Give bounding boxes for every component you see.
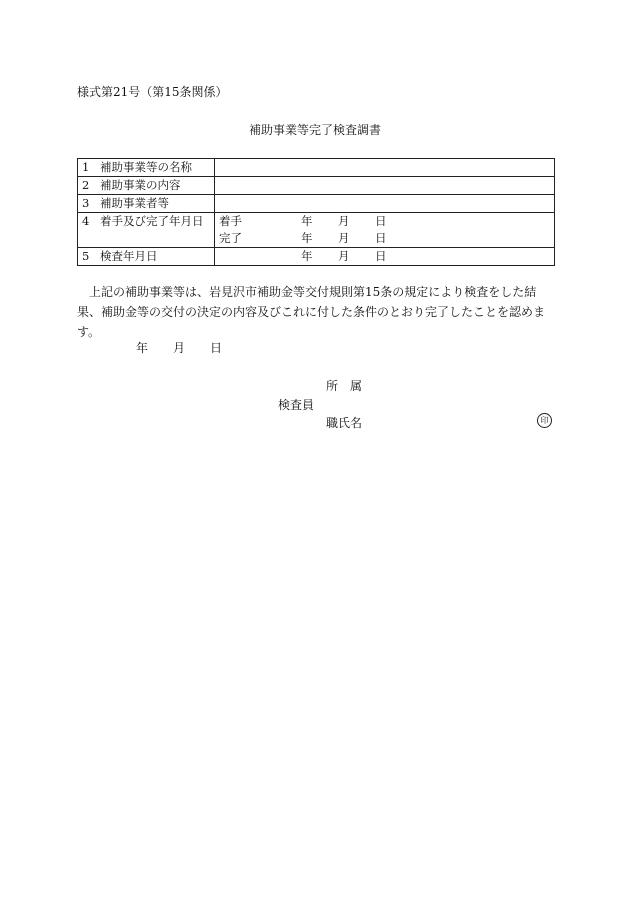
complete-label: 完了 [219, 231, 242, 245]
affiliation-label: 所 属 [326, 379, 363, 393]
row-number: 2 [82, 178, 90, 192]
year-label: 年 [301, 231, 313, 245]
row-label-text: 着手及び完了年月日 [100, 214, 204, 228]
row-value [215, 195, 555, 213]
row-label-text: 補助事業者等 [100, 196, 169, 210]
month-label: 月 [173, 341, 186, 355]
row-number: 1 [82, 160, 90, 174]
certification-date [136, 340, 222, 356]
start-date-line [219, 213, 550, 230]
year-label: 年 [301, 249, 313, 263]
month-label: 月 [338, 231, 350, 245]
table-row [78, 195, 555, 213]
row-number: 5 [82, 249, 90, 263]
day-label: 日 [375, 231, 387, 245]
day-label: 日 [375, 214, 387, 228]
day-label: 日 [375, 249, 387, 263]
complete-date-line [219, 230, 550, 247]
row-number: 4 [82, 214, 90, 228]
year-label: 年 [136, 341, 149, 355]
year-label: 年 [301, 214, 313, 228]
row-value-dates [215, 213, 555, 248]
inspection-date-line [219, 248, 550, 265]
row-label [78, 195, 215, 213]
row-label-text: 検査年月日 [100, 249, 158, 263]
row-label [78, 177, 215, 195]
row-value [215, 159, 555, 177]
month-label: 月 [338, 214, 350, 228]
document-title: 補助事業等完了検査調書 [248, 123, 381, 137]
table-row [78, 213, 555, 248]
form-number: 様式第21号（第15条関係） [77, 85, 228, 99]
table-row [78, 159, 555, 177]
row-label [78, 248, 215, 266]
row-number: 3 [82, 196, 90, 210]
day-label: 日 [210, 341, 223, 355]
table-row [78, 177, 555, 195]
table-row [78, 248, 555, 266]
month-label: 月 [338, 249, 350, 263]
row-value-date [215, 248, 555, 266]
row-label [78, 213, 215, 248]
inspection-info-table [77, 158, 555, 266]
row-label-text: 補助事業等の名称 [100, 160, 192, 174]
start-label: 着手 [219, 214, 242, 228]
seal-mark: 印 [537, 413, 552, 428]
row-label-text: 補助事業の内容 [100, 178, 181, 192]
name-label: 職氏名 [326, 416, 363, 430]
row-label [78, 159, 215, 177]
inspector-label: 検査員 [278, 398, 315, 412]
certification-text: 上記の補助事業等は、岩見沢市補助金等交付規則第15条の規定により検査をした結果、補助金等の交付の決定の内容及びこれに付した条件のとおり完了したことを認めます。 [77, 285, 546, 339]
row-value [215, 177, 555, 195]
